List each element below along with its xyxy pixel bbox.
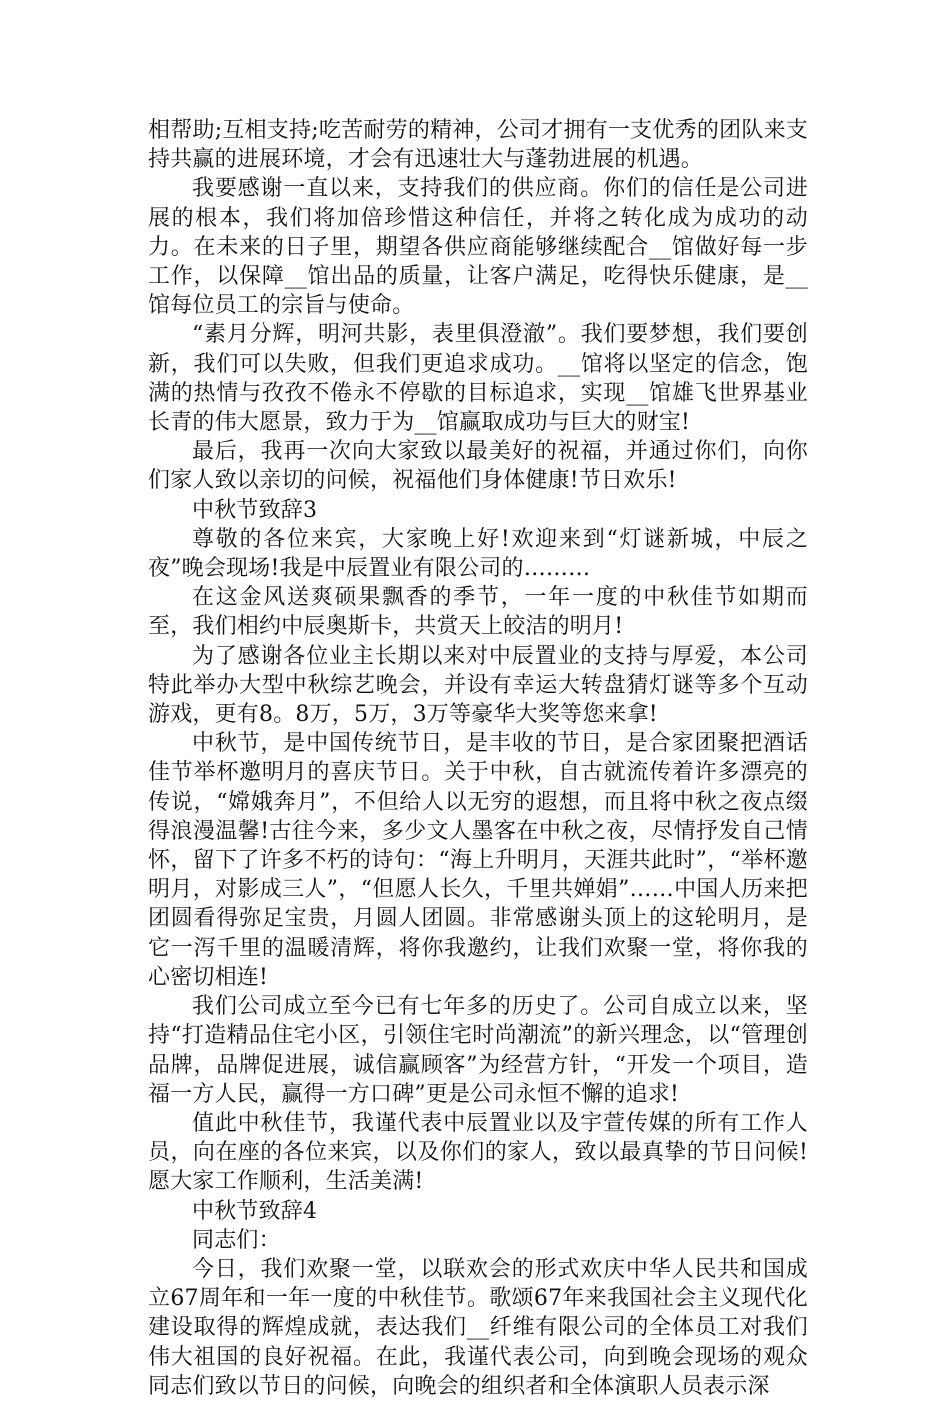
section-heading-3: 中秋节致辞3 xyxy=(192,497,318,523)
paragraph-11: 今日，我们欢聚一堂，以联欢会的形式欢庆中华人民共和国成立67周年和一年一度的中秋佳节。歌颂67年来我国社会主义现代化建设取得的辉煌成就，表达我们__纤维有限公司的全体员工对我们伟大祖国的良好祝福。在此，我谨代表公司，向到晚会现场的观众同志们致以节日的问候，向晚会的组织者和全体演职人员表示深 xyxy=(148,1256,808,1399)
paragraph-6: 在这金风送爽硕果飘香的季节，一年一度的中秋佳节如期而至，我们相约中辰奥斯卡，共赏天上皎洁的明月! xyxy=(148,585,808,640)
paragraph-9: 我们公司成立至今已有七年多的历史了。公司自成立以来，坚持“打造精品住宅小区，引领住宅时尚潮流”的新兴理念，以“管理创品牌，品牌促进展，诚信赢顾客”为经营方针，“开发一个项目，造福一方人民，赢得一方口碑”更是公司永恒不懈的追求! xyxy=(148,994,808,1107)
paragraph-5: 尊敬的各位来宾，大家晚上好!欢迎来到“灯谜新城，中辰之夜”晚会现场!我是中辰置业有限公司的……… xyxy=(148,526,808,582)
paragraph-1: 相帮助;互相支持;吃苦耐劳的精神，公司才拥有一支优秀的团队来支持共赢的进展环境，才会有迅速壮大与蓬勃进展的机遇。 xyxy=(148,118,808,173)
paragraph-2: 我要感谢一直以来，支持我们的供应商。你们的信任是公司进展的根本，我们将加倍珍惜这种信任，并将之转化成为成功的动力。在未来的日子里，期望各供应商能够继续配合__馆做好每一步工作，以保障__馆出品的质量，让客户满足，吃得快乐健康，是__馆每位员工的宗旨与使命。 xyxy=(148,176,808,319)
paragraph-10: 值此中秋佳节，我谨代表中辰置业以及宇萱传媒的所有工作人员，向在座的各位来宾，以及你们的家人，致以最真挚的节日问候!愿大家工作顺利，生活美满! xyxy=(148,1110,808,1195)
paragraph-4: 最后，我再一次向大家致以最美好的祝福，并通过你们，向你们家人致以亲切的问候，祝福他们身体健康!节日欢乐! xyxy=(148,439,808,494)
section-heading-4: 中秋节致辞4 xyxy=(192,1198,318,1224)
document-body xyxy=(148,116,808,1401)
salutation: 同志们： xyxy=(192,1227,281,1253)
paragraph-8: 中秋节，是中国传统节日，是丰收的节日，是合家团聚把酒话佳节举杯邀明月的喜庆节日。关于中秋，自古就流传着许多漂亮的传说，“嫦娥奔月”，不但给人以无穷的遐想，而且将中秋之夜点缀得浪漫温馨!古往今来，多少文人墨客在中秋之夜，尽情抒发自己情怀，留下了许多不朽的诗句：“海上升明月，天涯共此时”，“举杯邀明月，对影成三人”，“但愿人长久，千里共婵娟”……中国人历来把团圆看得弥足宝贵，月圆人团圆。非常感谢头顶上的这轮明月，是它一泻千里的温暖清辉，将你我邀约，让我们欢聚一堂，将你我的心密切相连! xyxy=(148,731,808,990)
paragraph-7: 为了感谢各位业主长期以来对中辰置业的支持与厚爱，本公司特此举办大型中秋综艺晚会，并设有幸运大转盘猜灯谜等多个互动游戏，更有8。8万，5万，3万等豪华大奖等您来拿! xyxy=(148,643,808,728)
paragraph-3: “素月分辉，明河共影，表里俱澄澈”。我们要梦想，我们要创新，我们可以失败，但我们更追求成功。__馆将以坚定的信念，饱满的热情与孜孜不倦永不停歇的目标追求，实现__馆雄飞世界基业长青的伟大愿景，致力于为__馆赢取成功与巨大的财宝! xyxy=(148,322,808,436)
